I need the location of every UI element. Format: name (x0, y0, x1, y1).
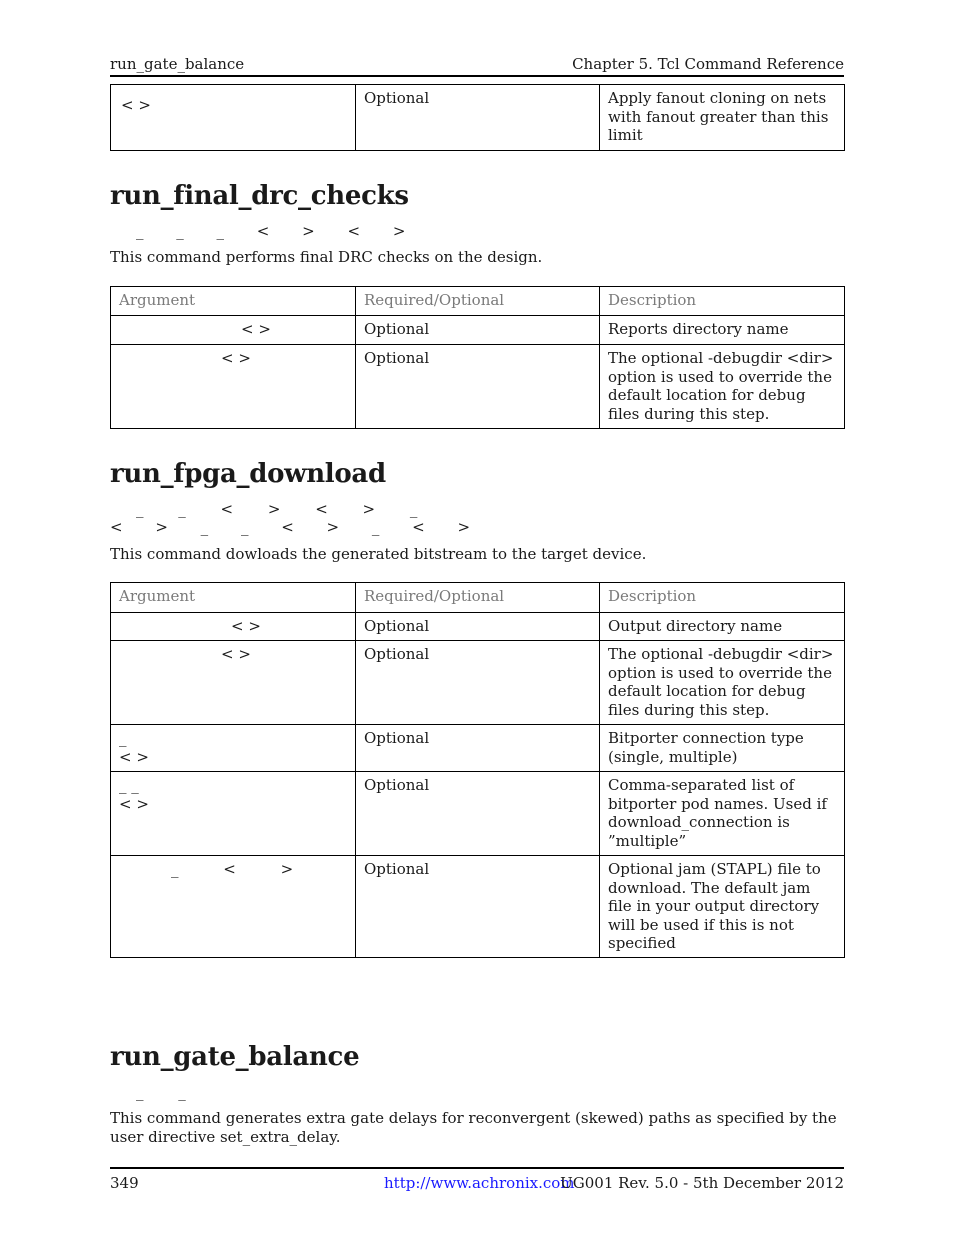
column-header: Argument (111, 583, 356, 613)
table-row (111, 641, 845, 725)
description-cell: Apply fanout cloning on nets with fanout greater than this limit (600, 85, 845, 151)
section-description: This command performs final DRC checks on the design. (110, 248, 543, 266)
column-header: Argument (111, 287, 356, 316)
description-cell: Comma-separated list of bitporter pod names. Used if download_connection is ”multiple” (600, 772, 845, 856)
running-header-right: Chapter 5. Tcl Command Reference (572, 55, 844, 73)
description-cell: The optional -debugdir <dir> option is used to override the default location for debug files during this step. (600, 641, 845, 725)
description-cell: The optional -debugdir <dir> option is used to override the default location for debug files during this step. (600, 345, 845, 429)
command-synopsis: _ _ (136, 1083, 186, 1101)
command-synopsis: _ _ _ < > < > (136, 222, 406, 240)
required-cell: Optional (356, 316, 600, 345)
table-row (111, 772, 845, 856)
continued-argument-table (110, 84, 845, 151)
page-number: 349 (110, 1174, 139, 1192)
website-link[interactable]: http://www.achronix.com (384, 1174, 575, 1192)
table-row (111, 85, 845, 151)
description-cell: Optional jam (STAPL) file to download. The default jam file in your output directory will be used if this is not specified (600, 856, 845, 958)
argument-table-run-fpga-download (110, 582, 845, 958)
column-header: Required/Optional (356, 287, 600, 316)
argument-cell: _ _ < > (111, 772, 356, 856)
required-cell: Optional (356, 772, 600, 856)
section-description: This command dowloads the generated bitstream to the target device. (110, 545, 647, 563)
section-title-run-fpga-download: run_fpga_download (110, 459, 386, 489)
command-synopsis: _ _ < > < > _ (136, 500, 418, 518)
column-header: Required/Optional (356, 583, 600, 613)
description-cell: Output directory name (600, 613, 845, 641)
command-synopsis-continued: < > _ _ < > _ < > (110, 518, 471, 536)
header-rule (110, 75, 844, 77)
argument-cell: < > (111, 85, 356, 151)
table-header-row (111, 583, 845, 613)
table-row (111, 725, 845, 772)
argument-cell: < > (111, 613, 356, 641)
description-cell: Reports directory name (600, 316, 845, 345)
column-header: Description (600, 287, 845, 316)
required-cell: Optional (356, 85, 600, 151)
argument-table-run-final-drc-checks (110, 286, 845, 429)
argument-cell: < > (111, 345, 356, 429)
required-cell: Optional (356, 345, 600, 429)
section-title-run-final-drc-checks: run_final_drc_checks (110, 181, 409, 211)
section-title-run-gate-balance: run_gate_balance (110, 1042, 360, 1072)
section-description: This command generates extra gate delays for reconvergent (skewed) paths as specified by the user directive set_extra_delay. (110, 1109, 837, 1146)
table-row (111, 613, 845, 641)
description-cell: Bitporter connection type (single, multiple) (600, 725, 845, 772)
document-revision: UG001 Rev. 5.0 - 5th December 2012 (560, 1174, 844, 1192)
table-header-row (111, 287, 845, 316)
argument-cell: < > (111, 641, 356, 725)
table-row (111, 345, 845, 429)
required-cell: Optional (356, 641, 600, 725)
footer-rule (110, 1167, 844, 1169)
table-row (111, 856, 845, 958)
required-cell: Optional (356, 856, 600, 958)
required-cell: Optional (356, 613, 600, 641)
table-row (111, 316, 845, 345)
argument-cell: < > (111, 316, 356, 345)
argument-cell: _ < > (111, 725, 356, 772)
column-header: Description (600, 583, 845, 613)
required-cell: Optional (356, 725, 600, 772)
argument-cell: _ < > (111, 856, 356, 958)
running-header-left: run_gate_balance (110, 55, 245, 73)
